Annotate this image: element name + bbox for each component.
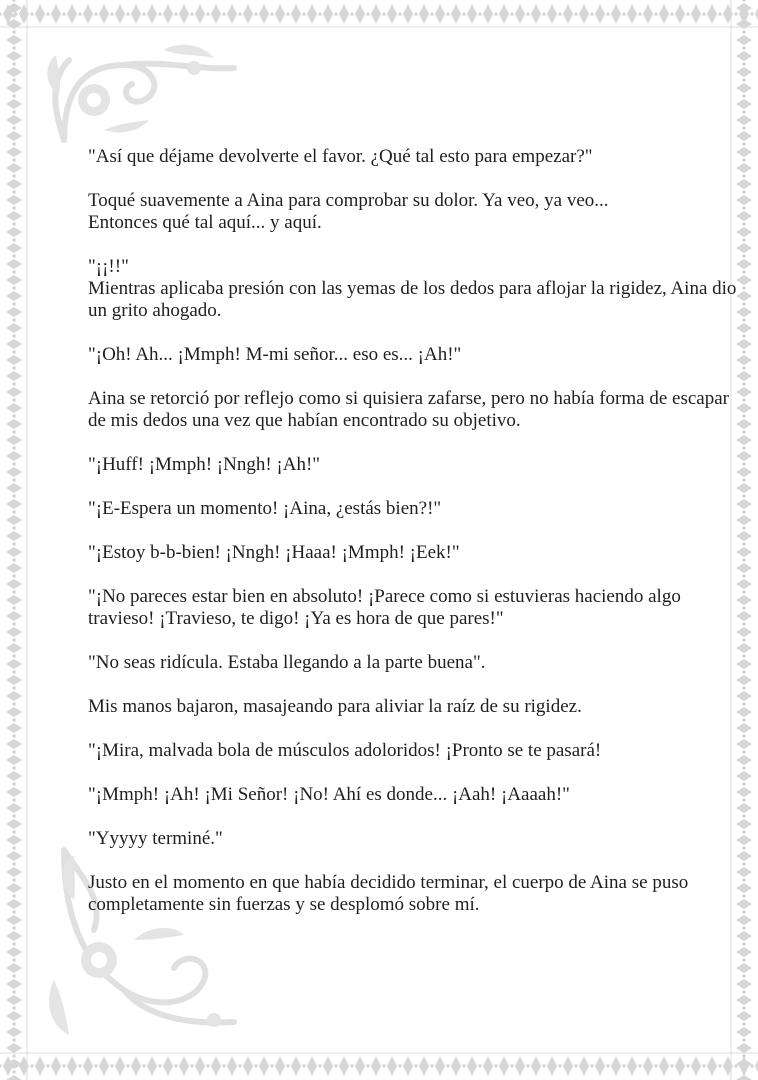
floral-corner-ornament-icon	[44, 40, 244, 150]
paragraph: "¡Huff! ¡Mmph! ¡Nngh! ¡Ah!"	[88, 454, 321, 475]
paragraph: "¡Estoy b-b-bien! ¡Nngh! ¡Haaa! ¡Mmph! ¡Eek!"	[88, 542, 460, 563]
paragraph: "¡E-Espera un momento! ¡Aina, ¿estás bien?!"	[88, 498, 442, 519]
paragraph: "¡No pareces estar bien en absoluto! ¡Parece como si estuvieras haciendo algo travieso! ¡Travieso, te digo! ¡Ya es hora de que pares!"	[88, 586, 681, 629]
paragraph: "¡Oh! Ah... ¡Mmph! M-mi señor... eso es... ¡Ah!"	[88, 344, 462, 365]
paragraph: "Yyyyy terminé."	[88, 828, 223, 849]
paragraph: "¡¡!!" Mientras aplicaba presión con las yemas de los dedos para aflojar la rigidez, Aina dio un grito ahogado.	[88, 256, 737, 321]
paragraph: "¡Mmph! ¡Ah! ¡Mi Señor! ¡No! Ahí es donde... ¡Aah! ¡Aaaah!"	[88, 784, 570, 805]
paragraph: Mis manos bajaron, masajeando para aliviar la raíz de su rigidez.	[88, 696, 582, 717]
paragraph: Justo en el momento en que había decidido terminar, el cuerpo de Aina se puso completamente sin fuerzas y se desplomó sobre mí.	[88, 872, 689, 915]
border-left-pattern	[0, 0, 28, 1080]
body-text	[88, 146, 743, 938]
paragraph: "Así que déjame devolverte el favor. ¿Qué tal esto para empezar?"	[88, 146, 593, 167]
paragraph: Aina se retorció por reflejo como si quisiera zafarse, pero no había forma de escapar de mis dedos una vez que habían encontrado su objetivo.	[88, 388, 729, 431]
paragraph: Toqué suavemente a Aina para comprobar su dolor. Ya veo, ya veo... Entonces qué tal aquí... y aquí.	[88, 190, 609, 233]
paragraph: "¡Mira, malvada bola de músculos adoloridos! ¡Pronto se te pasará!	[88, 740, 602, 761]
border-bottom-pattern	[0, 1052, 758, 1080]
paragraph: "No seas ridícula. Estaba llegando a la parte buena".	[88, 652, 486, 673]
border-top-pattern	[0, 0, 758, 28]
